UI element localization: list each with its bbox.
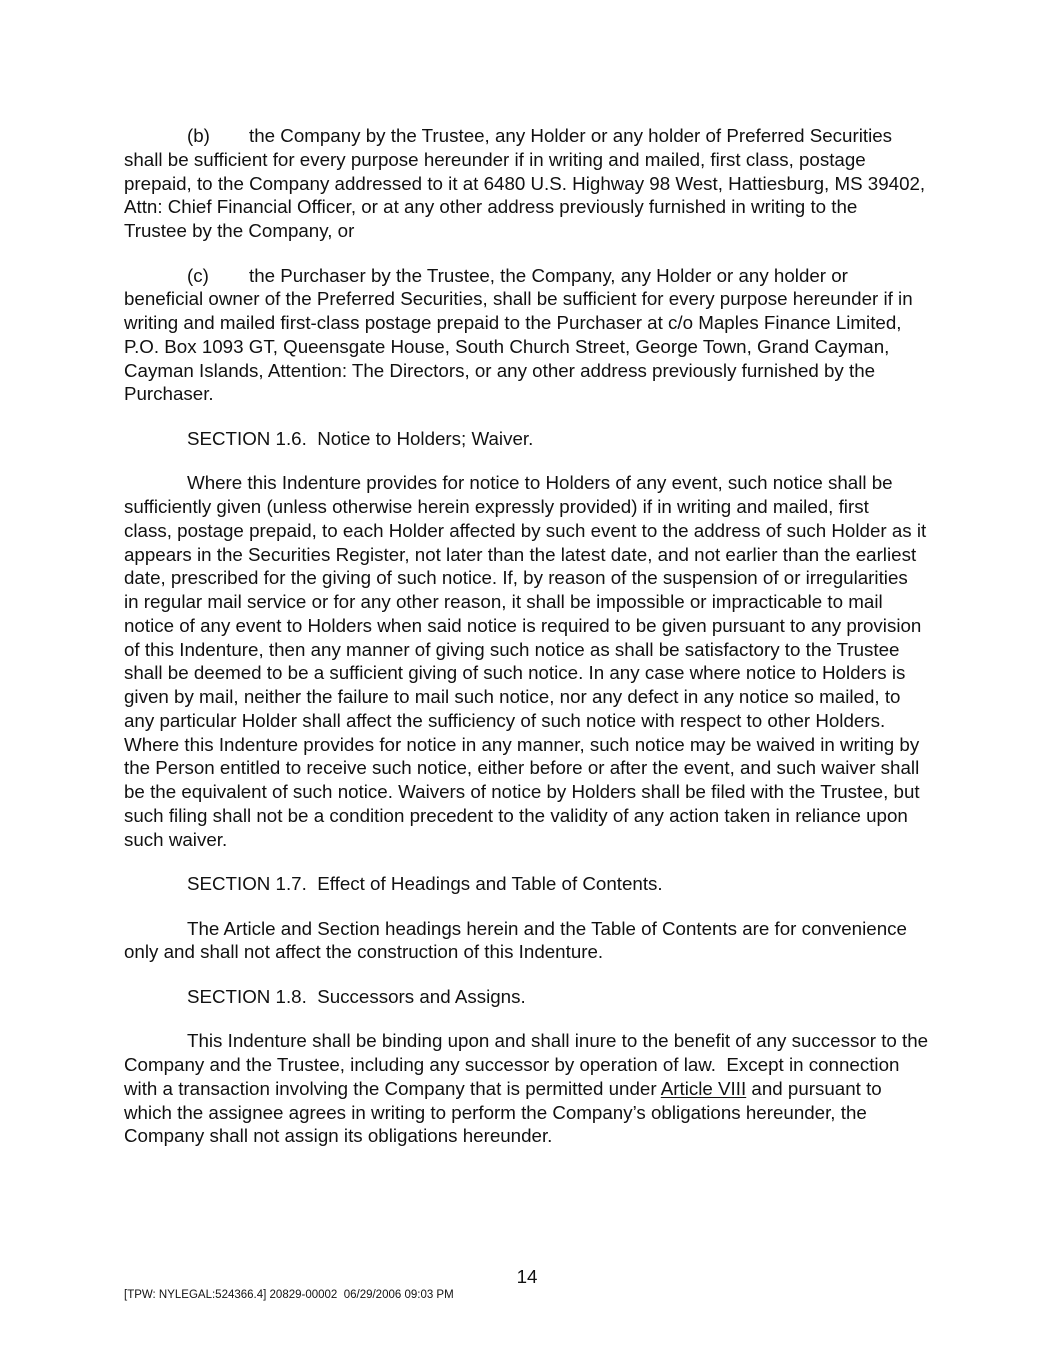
- section-heading: SECTION 1.6. Notice to Holders; Waiver.: [187, 427, 534, 449]
- text-line: notice of any event to Holders when said notice is required to be given pursuant to any provision: [124, 614, 922, 636]
- text-line: Where this Indenture provides for notice in any manner, such notice may be waived in writing by: [124, 733, 920, 755]
- text-line: given by mail, neither the failure to mail such notice, nor any defect in any notice so mailed, to: [124, 686, 901, 707]
- text-line: Trustee by the Company, or: [124, 220, 355, 241]
- text-segment: with a transaction involving the Company that is permitted under: [124, 1077, 661, 1099]
- text-line: P.O. Box 1093 GT, Queensgate House, South Church Street, George Town, Grand Cayman,: [124, 335, 890, 357]
- text-line: such filing shall not be a condition precedent to the validity of any action taken in reliance upon: [124, 804, 908, 826]
- text-line: such waiver.: [124, 828, 228, 850]
- section-1-7-body: [124, 917, 936, 965]
- text-line: the Company by the Trustee, any Holder or any holder of Preferred Securities: [249, 125, 893, 146]
- text-line: beneficial owner of the Preferred Securities, shall be sufficient for every purpose hereunder if in: [124, 288, 913, 310]
- text-line: in regular mail service or for any other reason, it shall be impossible or impracticable to mail: [124, 591, 883, 612]
- text-line: appears in the Securities Register, not later than the latest date, and not earlier than the earliest: [124, 543, 917, 565]
- section-heading: SECTION 1.8. Successors and Assigns.: [187, 985, 526, 1007]
- text-line: shall be sufficient for every purpose hereunder if in writing and mailed, first class, postage: [124, 148, 866, 170]
- text-line: any particular Holder shall affect the sufficiency of such notice with respect to other Holders.: [124, 709, 886, 731]
- section-heading-1-7: [124, 872, 936, 896]
- section-heading-1-6: [124, 427, 936, 451]
- text-line: The Article and Section headings herein and the Table of Contents are for convenience: [187, 917, 907, 939]
- page-number: 14: [516, 1266, 538, 1287]
- text-line: Company and the Trustee, including any successor by operation of law. Except in connection: [124, 1054, 900, 1075]
- text-line: Cayman Islands, Attention: The Directors, or any other address previously furnished by the: [124, 359, 876, 381]
- text-line: be the equivalent of such notice. Waivers of notice by Holders shall be filed with the Trustee, but: [124, 781, 920, 802]
- clause-label: (b): [187, 125, 210, 146]
- text-line: class, postage prepaid, to each Holder affected by such event to the address of such Holder as it: [124, 519, 927, 541]
- text-line: Company shall not assign its obligations hereunder.: [124, 1125, 553, 1147]
- text-line: only and shall not affect the construction of this Indenture.: [124, 941, 604, 963]
- text-line: writing and mailed first-class postage prepaid to the Purchaser at c/o Maples Finance Limited,: [124, 312, 902, 333]
- text-line: Attn: Chief Financial Officer, or at any other address previously furnished in writing to the: [124, 196, 858, 218]
- text-line: the Purchaser by the Trustee, the Company, any Holder or any holder or: [249, 264, 848, 286]
- section-heading-1-8: [124, 985, 936, 1009]
- text-line: shall be deemed to be a sufficient giving of such notice. In any case where notice to Holders is: [124, 662, 906, 684]
- text-line: of this Indenture, then any manner of giving such notice as shall be satisfactory to the Trustee: [124, 638, 900, 660]
- text-line: Purchaser.: [124, 383, 214, 405]
- text-line: sufficiently given (unless otherwise herein expressly provided) if in writing and mailed, first: [124, 496, 869, 517]
- clause-label: (c): [187, 264, 209, 286]
- clause-b: [124, 124, 936, 243]
- clause-b-first-line: [124, 124, 936, 148]
- section-1-6-body: [124, 471, 936, 851]
- text-segment: and pursuant to: [746, 1077, 882, 1099]
- text-line: the Person entitled to receive such notice, either before or after the event, and such waiver shall: [124, 757, 920, 779]
- document-footer: [TPW: NYLEGAL:524366.4] 20829-00002 06/29/2006 09:03 PM: [124, 1289, 454, 1301]
- article-reference: Article VIII: [660, 1077, 747, 1099]
- text-line: which the assignee agrees in writing to perform the Company’s obligations hereunder, the: [124, 1101, 867, 1123]
- text-line: This Indenture shall be binding upon and shall inure to the benefit of any successor to the: [187, 1030, 929, 1052]
- clause-c: [124, 264, 936, 407]
- text-line: date, prescribed for the giving of such notice. If, by reason of the suspension of or irregularities: [124, 567, 908, 589]
- section-heading: SECTION 1.7. Effect of Headings and Table of Contents.: [187, 873, 663, 894]
- text-line: prepaid, to the Company addressed to it at 6480 U.S. Highway 98 West, Hattiesburg, MS 39402,: [124, 172, 926, 194]
- text-line: Where this Indenture provides for notice to Holders of any event, such notice shall be: [187, 472, 893, 494]
- section-1-8-body: [124, 1029, 936, 1148]
- text-line-with-reference: [124, 1077, 936, 1101]
- document-body: [124, 124, 936, 1169]
- clause-c-first-line: [124, 264, 936, 288]
